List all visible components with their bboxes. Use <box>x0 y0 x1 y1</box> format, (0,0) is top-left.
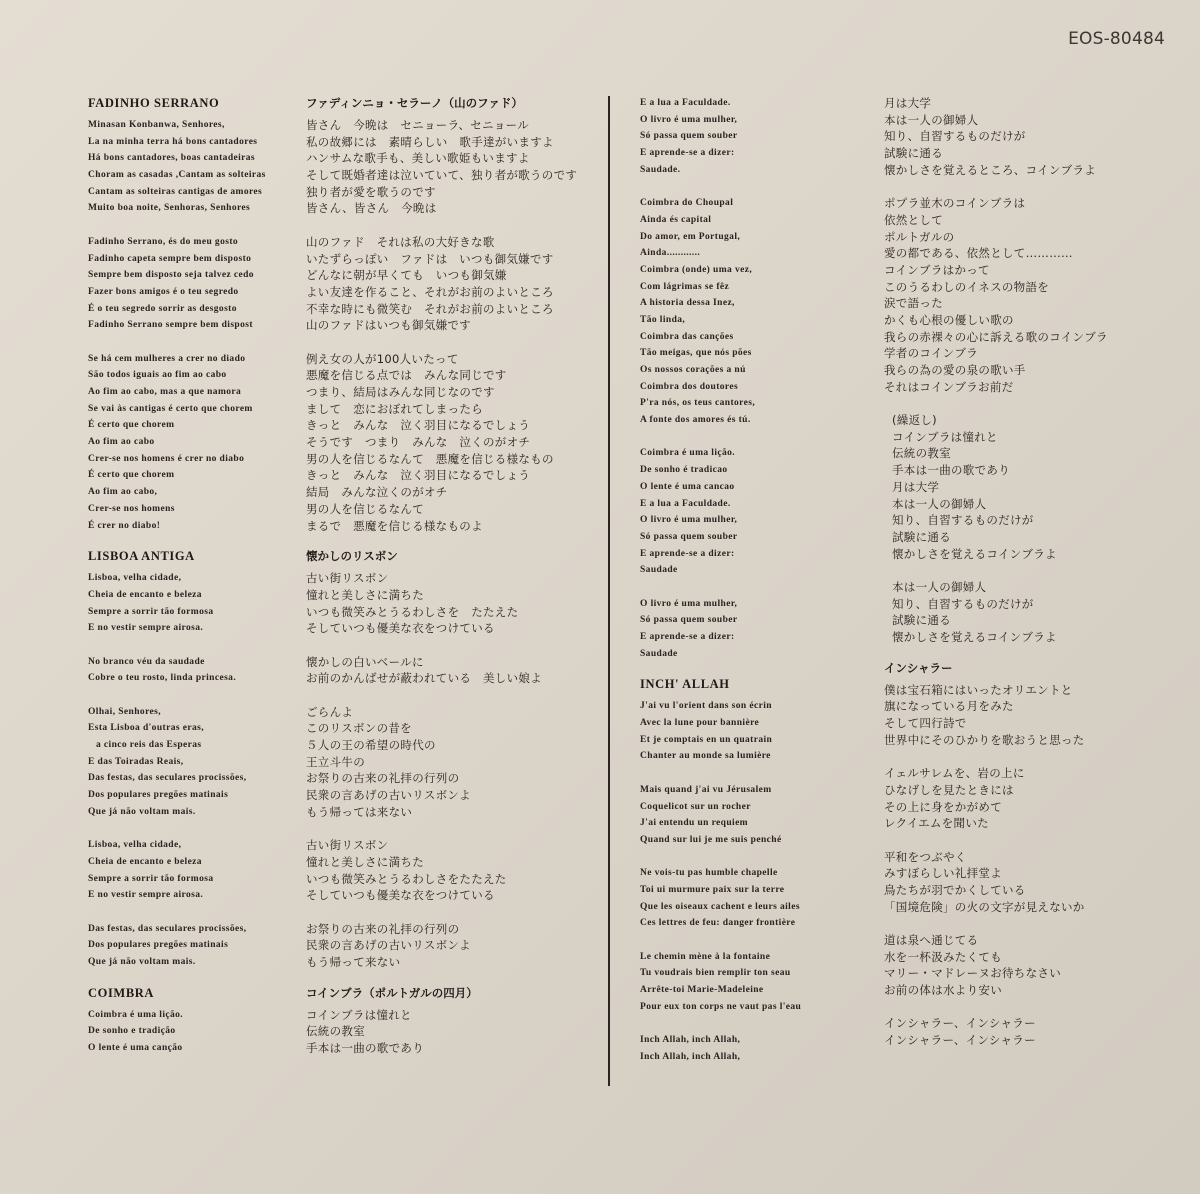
lyric-line: 悪魔を信じる点では みんな同じです <box>306 368 507 383</box>
lyric-line: Ne vois-tu pas humble chapelle <box>640 868 778 879</box>
lyric-line: 伝統の教室 <box>892 446 951 461</box>
lyric-line: 「国境危険」の火の文字が見えないか <box>884 899 1085 914</box>
lyric-line: Cantam as solteiras cantigas de amores <box>88 186 263 197</box>
lyric-line: もう帰って来ない <box>306 955 401 969</box>
lyric-line: そして四行詩で <box>884 716 967 731</box>
stanza-gap <box>88 334 298 351</box>
lyric-line: レクイエムを聞いた <box>884 816 989 831</box>
stanza <box>884 412 1184 562</box>
lyric-line: Das festas, das seculares procissões, <box>88 923 247 934</box>
lyric-line: O livro é uma mulher, <box>640 598 738 609</box>
stanza <box>640 698 860 765</box>
lyric-line: Ao fim ao cabo, mas a que namora <box>88 387 242 397</box>
lyric-line: 懐かしさを覚えるコインブラよ <box>892 630 1057 644</box>
lyric-line: みすぼらしい礼拝堂よ <box>884 866 1002 881</box>
lyric-line: このリスボンの昔を <box>306 721 412 736</box>
lyric-line: E a lua a Faculdade. <box>640 498 731 509</box>
lyric-line: Ainda............ <box>640 248 701 259</box>
lyric-line: お祭りの古来の礼拝の行列の <box>306 771 460 786</box>
lyric-line: E aprende-se a dizer: <box>640 148 735 159</box>
stanza-gap <box>88 217 298 234</box>
lyric-line: Tão linda, <box>640 314 686 325</box>
stanza-gap <box>884 178 1184 195</box>
stanza <box>306 654 606 687</box>
lyric-line: Pour eux ton corps ne vaut pas l'eau <box>640 1001 802 1012</box>
stanza-gap <box>884 832 1184 849</box>
stanza-gap <box>88 637 298 654</box>
lyric-line: No branco véu da saudade <box>88 656 205 667</box>
lyric-line: É certo que chorem <box>88 470 175 481</box>
lyric-line: De sonho é tradicao <box>640 465 728 476</box>
lyric-line: Minasan Konbanwa, Senhores, <box>88 120 225 130</box>
lyric-line: Se há cem mulheres a crer no diado <box>88 353 246 364</box>
stanza <box>884 849 1184 916</box>
stanza-gap <box>640 1015 860 1032</box>
lyric-line: Fadinho Serrano, és do meu gosto <box>88 236 239 247</box>
lyric-line: 手本は一曲の歌であり <box>306 1041 424 1056</box>
lyric-line: A historia dessa Inez, <box>640 298 735 309</box>
stanza <box>640 95 860 178</box>
lyric-line: 古い街リスボン <box>306 838 389 853</box>
stanza <box>640 782 860 849</box>
lyric-line: Só passa quem souber <box>640 615 738 626</box>
stanza <box>88 234 298 334</box>
lyric-line: 私の故郷には 素晴らしい 歌手達がいますよ <box>306 134 554 149</box>
lyric-line: Arrête-toi Marie-Madeleine <box>640 985 764 996</box>
lyric-line: Dos populares pregões matinais <box>88 790 229 801</box>
section-gap <box>88 534 298 548</box>
stanza-gap <box>88 687 298 704</box>
lyric-line: 鳥たちが羽でかくしている <box>884 882 1026 897</box>
stanza <box>640 445 860 579</box>
lyric-line: 不幸な時にも微笑む それがお前のよいところ <box>306 301 554 316</box>
lyric-line: インシャラー、インシャラー <box>884 1033 1036 1048</box>
song-title: LISBOA ANTIGA <box>88 549 195 564</box>
lyric-line: Coimbra (onde) uma vez, <box>640 264 753 275</box>
stanza-gap <box>306 821 606 838</box>
lyric-line: まして 恋におぼれてしまったら <box>306 401 483 416</box>
lyric-line: まるで 悪魔を信じる様なものよ <box>306 518 483 533</box>
stanza <box>88 837 298 904</box>
lyric-line: Sempre bem disposto seja talvez cedo <box>88 270 254 281</box>
lyric-line: 王立斗牛の <box>306 754 365 769</box>
lyric-line: Ainda és capital <box>640 214 712 225</box>
lyric-line: 依然として <box>884 212 943 227</box>
song-title: コインブラ（ポルトガルの四月） <box>306 985 478 1000</box>
lyric-line: 知り、自習するものだけが <box>892 513 1034 528</box>
lyric-line: De sonho e tradição <box>88 1026 176 1037</box>
lyric-line: É certo que chorem <box>88 420 175 431</box>
lyric-line: 試験に通る <box>892 613 951 628</box>
lyric-line: マリー・マドレーヌお待ちなさい <box>884 966 1061 981</box>
lyric-line: 世界中にそのひかりを歌おうと思った <box>884 732 1085 747</box>
stanza-gap <box>884 999 1184 1016</box>
lyric-line: É o teu segredo sorrir as desgosto <box>88 303 237 314</box>
lyric-line: Fadinho capeta sempre bem disposto <box>88 253 252 264</box>
lyric-line: 例え女の人が100人いたって <box>306 351 459 366</box>
lyric-line: 手本は一曲の歌であり <box>892 463 1010 478</box>
lyric-line: La na minha terra há bons cantadores <box>88 136 258 147</box>
lyric-line: 我らの為の愛の泉の歌い手 <box>884 363 1026 377</box>
stanza <box>640 1032 860 1065</box>
stanza <box>306 117 606 217</box>
stanza-gap <box>640 932 860 949</box>
lyric-line: 独り者が愛を歌うのです <box>306 184 436 199</box>
lyric-line: (繰返し) <box>892 413 937 428</box>
right-japanese-column <box>884 95 1184 1049</box>
lyric-line: 皆さん、皆さん 今晩は <box>306 201 437 216</box>
lyric-line: O livro é uma mulher, <box>640 114 738 125</box>
stanza <box>884 765 1184 832</box>
stanza <box>306 704 606 821</box>
lyric-line: 山のファドはいつも御気嫌です <box>306 318 471 333</box>
lyric-line: E das Toiradas Reais, <box>88 756 184 767</box>
lyric-line: Coimbra das canções <box>640 331 734 342</box>
stanza-gap <box>884 395 1184 412</box>
lyric-line: Ces lettres de feu: danger frontière <box>640 918 796 929</box>
catalog-number: EOS-80484 <box>1068 29 1165 49</box>
lyric-line: そしていつも優美な衣をつけている <box>306 888 495 903</box>
lyric-line: 懐かしさを覚えるところ、コインブラよ <box>884 162 1097 177</box>
right-original-lyrics-column <box>640 95 860 1066</box>
lyric-line: Crer-se nos homens <box>88 503 175 514</box>
lyric-line: Chanter au monde sa lumière <box>640 751 771 762</box>
lyric-line: Os nossos corações a nú <box>640 365 746 375</box>
lyric-line: Lisboa, velha cidade, <box>88 573 182 584</box>
lyric-line: 道は泉へ通じてる <box>884 933 979 947</box>
lyric-line: Saudade. <box>640 164 681 175</box>
section-gap <box>306 534 606 548</box>
lyric-line: Só passa quem souber <box>640 131 738 142</box>
lyric-line: a cinco reis das Esperas <box>96 740 202 751</box>
stanza <box>306 234 606 334</box>
lyric-line: いたずらっぽい ファドは いつも御気嫌です <box>306 251 554 266</box>
stanza <box>306 837 606 904</box>
lyric-line: イェルサレムを、岩の上に <box>884 766 1025 781</box>
lyric-line: Cheia de encanto e beleza <box>88 589 202 600</box>
stanza-gap <box>640 429 860 446</box>
stanza <box>884 1015 1184 1048</box>
lyric-line: J'ai entendu un requiem <box>640 818 748 829</box>
lyric-line: Quand sur lui je me suis penché <box>640 834 782 845</box>
lyric-line: きっと みんな 泣く羽目になるでしょう <box>306 418 531 433</box>
lyric-line: Do amor, em Portugal, <box>640 231 741 242</box>
lyric-line: そして既婚者達は泣いていて、独り者が歌うのです <box>306 168 578 183</box>
stanza <box>88 704 298 821</box>
lyric-line: いつも微笑みとうるわしさを たたえた <box>306 604 519 619</box>
song-title: FADINHO SERRANO <box>88 96 220 110</box>
lyric-line: Das festas, das seculares procissões, <box>88 773 247 784</box>
lyric-line: Coimbra do Choupal <box>640 198 734 209</box>
stanza-gap <box>640 579 860 596</box>
lyric-line: Crer-se nos homens é crer no diabo <box>88 453 245 464</box>
stanza-gap <box>306 687 606 704</box>
lyric-line: 知り、自習するものだけが <box>884 129 1026 144</box>
lyric-line: Ao fim ao cabo, <box>88 487 158 498</box>
stanza-gap <box>884 562 1184 579</box>
song-title: COIMBRA <box>88 985 155 1000</box>
section-gap <box>306 971 606 985</box>
lyric-line: 古い街リスボン <box>306 571 389 586</box>
stanza <box>306 1007 606 1057</box>
stanza-gap <box>306 637 606 654</box>
lyric-line: 僕は宝石箱にはいったオリエントと <box>884 682 1073 697</box>
lyric-line: Esta Lisboa d'outras eras, <box>88 723 204 734</box>
song-title: INCH' ALLAH <box>640 677 730 692</box>
lyric-line: そしていつも優美な衣をつけている <box>306 621 495 636</box>
lyric-line: コインブラは憧れと <box>892 429 998 444</box>
lyric-line: E no vestir sempre airosa. <box>88 623 204 634</box>
lyric-line: Que já não voltam mais. <box>88 957 196 967</box>
lyric-line: もう帰っては来ない <box>306 804 413 819</box>
song-title: インシャラー <box>884 660 953 675</box>
lyric-line: それはコインブラお前だ <box>884 379 1014 394</box>
lyric-line: そうです つまり みんな 泣くのがオチ <box>306 435 531 450</box>
lyric-line: コインブラは憧れと <box>306 1007 412 1022</box>
lyric-line: Toi ui murmure paix sur la terre <box>640 884 785 895</box>
lyric-line: E no vestir sempre airosa. <box>88 890 204 901</box>
lyric-line: Mais quand j'ai vu Jérusalem <box>640 784 772 795</box>
lyric-line: ポプラ並木のコインブラは <box>884 196 1026 211</box>
lyric-line: ハンサムな歌手も、美しい歌姫もいますよ <box>306 151 530 166</box>
lyric-line: 愛の都である、依然として………… <box>884 246 1073 261</box>
lyric-line: 学者のコインブラ <box>884 346 979 361</box>
lyric-line: Et je comptais en un quatrain <box>640 734 773 745</box>
lyric-line: Coimbra é uma lição. <box>88 1009 184 1020</box>
song-title: 懐かしのリスボン <box>306 549 398 564</box>
lyric-line: その上に身をかがめて <box>884 799 1002 814</box>
lyric-line: 懐かしさを覚えるコインブラよ <box>892 546 1057 561</box>
stanza <box>884 932 1184 999</box>
lyric-line: Inch Allah, inch Allah, <box>640 1035 741 1046</box>
stanza-gap <box>88 821 298 838</box>
lyric-line: O lente é uma canção <box>88 1043 183 1054</box>
stanza <box>88 1007 298 1057</box>
stanza <box>306 570 606 637</box>
stanza <box>306 351 606 535</box>
song-title: ファディンニョ・セラーノ（山のファド） <box>306 96 523 110</box>
lyric-line: Sempre a sorrir tão formosa <box>88 873 214 884</box>
lyric-line: Muito boa noite, Senhoras, Senhores <box>88 203 251 214</box>
lyric-line: E aprende-se a dizer: <box>640 548 735 559</box>
lyric-line: ひなげしを見たときには <box>884 782 1014 797</box>
stanza-gap <box>88 904 298 921</box>
stanza <box>88 921 298 971</box>
stanza <box>884 195 1184 395</box>
lyric-line: Coquelicot sur un rocher <box>640 801 751 812</box>
lyric-line: 民衆の言あげの古いリスボンよ <box>306 788 471 803</box>
lyric-line: Olhai, Senhores, <box>88 706 162 717</box>
stanza <box>884 95 1184 178</box>
lyric-line: 本は一人の御婦人 <box>892 579 987 594</box>
stanza <box>884 682 1184 749</box>
lyric-line: 月は大学 <box>884 96 932 110</box>
lyric-line: A fonte dos amores és tú. <box>640 415 751 426</box>
lyric-line: Sempre a sorrir tão formosa <box>88 606 214 617</box>
lyric-line: Ao fim ao cabo <box>88 437 155 448</box>
lyric-line: Coimbra dos doutores <box>640 381 739 392</box>
lyric-line: かくも心根の優しい歌の <box>884 312 1014 327</box>
lyric-line: 民衆の言あげの古いリスボンよ <box>306 938 471 953</box>
lyric-line: 試験に通る <box>892 529 951 544</box>
lyric-line: Coimbra é uma lição. <box>640 448 736 459</box>
lyric-line: ごらんよ <box>306 704 354 719</box>
stanza <box>88 351 298 535</box>
stanza <box>640 865 860 932</box>
lyric-line: Le chemin mène à la fontaine <box>640 951 771 962</box>
lyric-line: インシャラー、インシャラー <box>884 1016 1036 1031</box>
lyric-line: Só passa quem souber <box>640 531 738 542</box>
lyric-line: 本は一人の御婦人 <box>892 496 987 511</box>
lyric-line: Dos populares pregões matinais <box>88 940 229 951</box>
stanza-gap <box>884 748 1184 765</box>
lyric-line: P'ra nós, os teus cantores, <box>640 398 756 409</box>
stanza-gap <box>884 915 1184 932</box>
lyric-line: 伝統の教室 <box>306 1024 365 1039</box>
lyric-line: 憧れと美しさに満ちた <box>306 587 424 602</box>
lyric-line: 水を一杯汲みたくても <box>884 949 1002 964</box>
lyric-line: お前のかんばせが蔽われている 美しい娘よ <box>306 671 542 686</box>
lyric-line: 結局 みんな泣くのがオチ <box>306 485 448 500</box>
lyric-line: 男の人を信じるなんて 悪魔を信じる様なもの <box>306 451 554 466</box>
stanza-gap <box>306 904 606 921</box>
lyric-line: 月は大学 <box>892 479 940 494</box>
lyric-line: コインブラはかって <box>884 262 990 277</box>
lyric-line: São todos iguais ao fim ao cabo <box>88 370 227 381</box>
lyric-line: 平和をつぶやく <box>884 849 967 864</box>
lyric-line: 男の人を信じるなんて <box>306 501 424 516</box>
lyric-line: よい友達を作ること、それがお前のよいところ <box>306 284 554 299</box>
lyric-line: ポルトガルの <box>884 229 955 244</box>
stanza-gap <box>306 217 606 234</box>
lyric-line: 本は一人の御婦人 <box>884 112 979 127</box>
left-japanese-column <box>306 95 606 1057</box>
lyric-line: Cobre o teu rosto, linda princesa. <box>88 673 237 684</box>
lyric-line: Cheia de encanto e beleza <box>88 856 202 867</box>
lyric-line: Se vai às cantigas é certo que chorem <box>88 403 253 414</box>
stanza <box>88 570 298 637</box>
lyric-line: きっと みんな 泣く羽目になるでしょう <box>306 468 531 483</box>
lyric-line: このうるわしのイネスの物語を <box>884 279 1050 294</box>
section-gap <box>640 662 860 676</box>
lyric-line: ５人の王の希望の時代の <box>306 738 436 753</box>
lyric-line: Tão meigas, que nós pões <box>640 348 752 359</box>
column-divider <box>608 96 610 1086</box>
stanza <box>88 117 298 217</box>
lyric-line: J'ai vu l'orient dans son écrin <box>640 701 772 712</box>
lyric-line: いつも微笑みとうるわしさをたたえた <box>306 871 507 886</box>
lyric-line: 旗になっている月をみた <box>884 699 1014 714</box>
section-gap <box>884 646 1184 660</box>
stanza-gap <box>640 178 860 195</box>
lyric-line: どんなに朝が早くても いつも御気嫌 <box>306 268 507 283</box>
stanza-gap <box>640 765 860 782</box>
lyric-line: Tu voudrais bien remplir ton seau <box>640 968 791 979</box>
section-gap <box>88 971 298 985</box>
lyric-line: O livro é uma mulher, <box>640 515 738 526</box>
left-portuguese-column <box>88 95 298 1057</box>
lyric-line: Lisboa, velha cidade, <box>88 840 182 851</box>
stanza <box>640 195 860 429</box>
lyric-line: つまり、結局はみんな同じなのです <box>306 385 495 399</box>
stanza <box>306 921 606 971</box>
lyric-line: Que já não voltam mais. <box>88 806 196 817</box>
stanza <box>640 596 860 663</box>
lyric-line: 知り、自習するものだけが <box>892 596 1034 611</box>
stanza-gap <box>306 334 606 351</box>
lyric-line: O lente é uma cancao <box>640 481 735 492</box>
lyric-line: 懐かしの白いベールに <box>306 654 424 669</box>
lyric-line: Inch Allah, inch Allah, <box>640 1051 741 1062</box>
stanza <box>884 579 1184 646</box>
lyric-line: 涙で語った <box>884 296 943 311</box>
lyric-line: Choram as casadas ,Cantam as solteiras <box>88 170 266 181</box>
lyric-line: Fazer bons amigos é o teu segredo <box>88 286 239 297</box>
lyric-line: 山のファド それは私の大好きな歌 <box>306 234 495 249</box>
lyric-line: お祭りの古来の礼拝の行列の <box>306 921 460 936</box>
lyric-line: お前の体は水より安い <box>884 983 1002 998</box>
lyric-line: E a lua a Faculdade. <box>640 98 731 108</box>
lyric-line: 憧れと美しさに満ちた <box>306 854 424 869</box>
lyric-line: 我らの赤裸々の心に訴える歌のコインブラ <box>884 329 1108 344</box>
lyric-line: 皆さん 今晩は セニョーラ、セニョール <box>306 118 530 132</box>
lyric-line: Com lágrimas se fêz <box>640 281 730 292</box>
lyric-line: Fadinho Serrano sempre bem dispost <box>88 320 253 331</box>
lyric-line: Que les oiseaux cachent e leurs ailes <box>640 901 800 912</box>
lyric-line: Avec la lune pour bannière <box>640 718 760 729</box>
lyric-line: Saudade <box>640 565 678 576</box>
stanza-gap <box>640 849 860 866</box>
stanza <box>640 949 860 1016</box>
lyric-line: 試験に通る <box>884 146 943 161</box>
lyric-line: É crer no diabo! <box>88 520 161 531</box>
lyric-line: Há bons cantadores, boas cantadeiras <box>88 153 256 164</box>
stanza <box>88 654 298 687</box>
lyric-line: Saudade <box>640 648 678 659</box>
lyric-line: E aprende-se a dizer: <box>640 632 735 642</box>
